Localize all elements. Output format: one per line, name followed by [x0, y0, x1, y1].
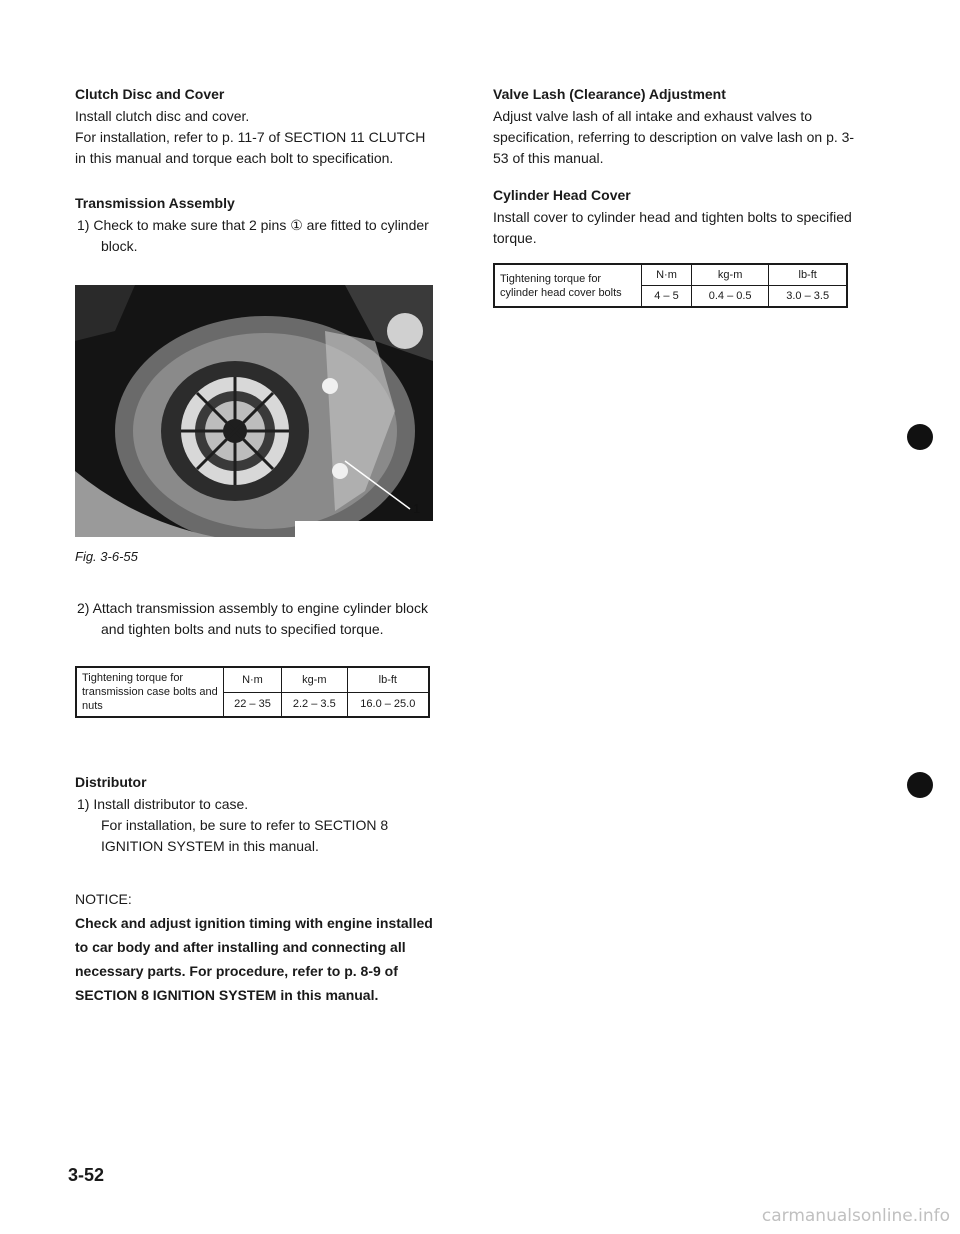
clutch-heading: Clutch Disc and Cover	[75, 86, 225, 102]
transmission-step2: 2) Attach transmission assembly to engine cylinder block and tighten bolts and nuts to specified torque.	[77, 600, 428, 637]
value-kgm: 0.4 – 0.5	[691, 286, 768, 308]
value-lbft: 16.0 – 25.0	[347, 692, 429, 717]
head-cover-torque-table	[493, 263, 848, 308]
valve-lash-text: Adjust valve lash of all intake and exhaust valves to specification, referring to description on valve lash on p. 3-53 of this manual.	[493, 108, 855, 166]
head-cover-heading: Cylinder Head Cover	[493, 187, 631, 203]
torque-label: Tightening torque for cylinder head cover bolts	[494, 264, 642, 307]
transmission-torque-table	[75, 666, 430, 718]
head-cover-text: Install cover to cylinder head and tighten bolts to specified torque.	[493, 209, 852, 246]
watermark-text: carmanualsonline.info	[761, 1206, 950, 1226]
binder-hole-bottom	[907, 772, 933, 798]
right-column	[493, 86, 855, 308]
figure-caption: Fig. 3-6-55	[75, 549, 138, 564]
distributor-step1: 1) Install distributor to case.	[77, 796, 249, 812]
left-column	[75, 86, 437, 1007]
valve-lash-heading: Valve Lash (Clearance) Adjustment	[493, 86, 726, 102]
clutch-line2: For installation, refer to p. 11-7 of SECTION 11 CLUTCH in this manual and torque each bolt to specification.	[75, 129, 426, 166]
pin-callout-label: 1	[413, 501, 421, 516]
distributor-note: For installation, be sure to refer to SECTION 8 IGNITION SYSTEM in this manual.	[101, 817, 389, 854]
clutch-line1: Install clutch disc and cover.	[75, 108, 250, 124]
unit-nm: N·m	[642, 264, 692, 286]
transmission-step1: 1) Check to make sure that 2 pins ① are fitted to cylinder block.	[77, 217, 429, 254]
unit-lbft: lb-ft	[769, 264, 847, 286]
distributor-heading: Distributor	[75, 774, 147, 790]
binder-hole-top	[907, 424, 933, 450]
notice-heading: NOTICE:	[75, 891, 132, 907]
unit-lbft: lb-ft	[347, 667, 429, 692]
torque-label: Tightening torque for transmission case bolts and nuts	[76, 667, 224, 717]
unit-kgm: kg-m	[691, 264, 768, 286]
value-nm: 22 – 35	[224, 692, 282, 717]
unit-kgm: kg-m	[281, 667, 347, 692]
page-number: 3-52	[68, 1165, 105, 1185]
notice-text: Check and adjust ignition timing with engine installed to car body and after installing and connecting all necessary parts. For procedure, refer to p. 8-9 of SECTION 8 IGNITION SYSTEM in this manual.	[75, 915, 433, 1003]
value-lbft: 3.0 – 3.5	[769, 286, 847, 308]
value-nm: 4 – 5	[642, 286, 692, 308]
transmission-photo	[75, 271, 433, 537]
transmission-heading: Transmission Assembly	[75, 195, 235, 211]
engine-block-illustration	[75, 271, 433, 537]
unit-nm: N·m	[224, 667, 282, 692]
value-kgm: 2.2 – 3.5	[281, 692, 347, 717]
